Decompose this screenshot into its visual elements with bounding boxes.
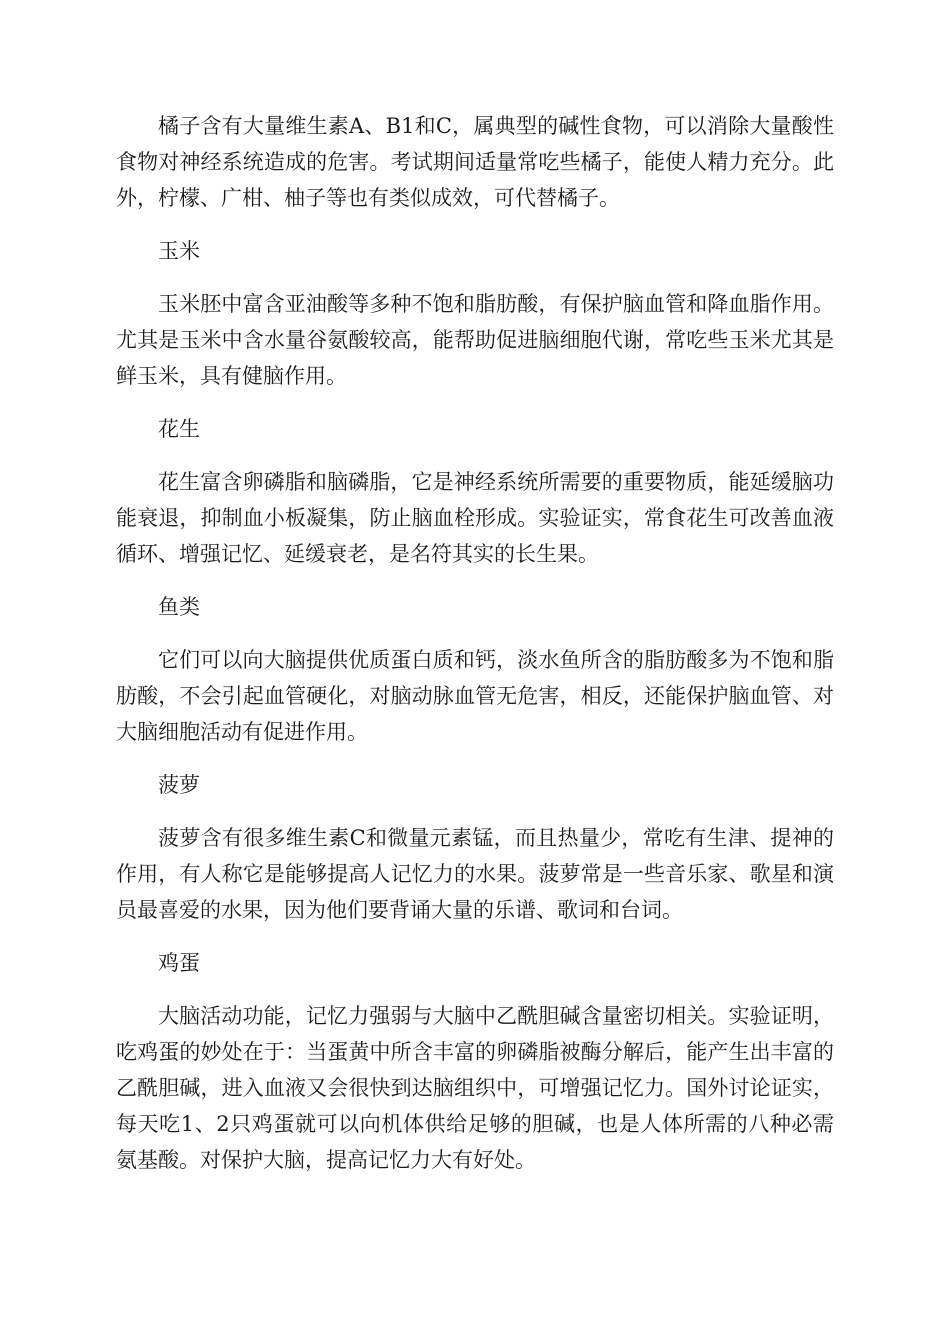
paragraph-orange: 橘子含有大量维生素A、B1和C，属典型的碱性食物，可以消除大量酸性食物对神经系统造成的危害。考试期间适量常吃些橘子，能使人精力充分。此外，柠檬、广柑、柚子等也有类似成效，可代替橘子。: [116, 114, 834, 210]
paragraph-peanut: 花生富含卵磷脂和脑磷脂，它是神经系统所需要的重要物质，能延缓脑功能衰退，抑制血小板凝集，防止脑血栓形成。实验证实，常食花生可改善血液循环、增强记忆、延缓衰老，是名符其实的长生果。: [116, 470, 834, 566]
heading-corn: 玉米: [158, 239, 200, 263]
paragraph-egg: 大脑活动功能，记忆力强弱与大脑中乙酰胆碱含量密切相关。实验证明，吃鸡蛋的妙处在于：当蛋黄中所含丰富的卵磷脂被酶分解后，能产生出丰富的乙酰胆碱，进入血液又会很快到达脑组织中，可增强记忆力。国外讨论证实，每天吃1、2只鸡蛋就可以向机体供给足够的胆碱，也是人体所需的八种必需氨基酸。对保护大脑，提高记忆力大有好处。: [116, 1004, 834, 1172]
paragraph-corn: 玉米胚中富含亚油酸等多种不饱和脂肪酸，有保护脑血管和降血脂作用。尤其是玉米中含水量谷氨酸较高，能帮助促进脑细胞代谢，常吃些玉米尤其是鲜玉米，具有健脑作用。: [116, 292, 834, 388]
heading-pineapple: 菠萝: [158, 773, 200, 797]
heading-peanut: 花生: [158, 417, 200, 441]
paragraph-fish: 它们可以向大脑提供优质蛋白质和钙，淡水鱼所含的脂肪酸多为不饱和脂肪酸，不会引起血管硬化，对脑动脉血管无危害，相反，还能保护脑血管、对大脑细胞活动有促进作用。: [116, 648, 834, 744]
heading-egg: 鸡蛋: [158, 951, 200, 975]
document-page: [116, 108, 834, 1178]
paragraph-pineapple: 菠萝含有很多维生素C和微量元素锰，而且热量少，常吃有生津、提神的作用，有人称它是能够提高人记忆力的水果。菠萝常是一些音乐家、歌星和演员最喜爱的水果，因为他们要背诵大量的乐谱、歌词和台词。: [116, 826, 834, 922]
heading-fish: 鱼类: [158, 595, 200, 619]
